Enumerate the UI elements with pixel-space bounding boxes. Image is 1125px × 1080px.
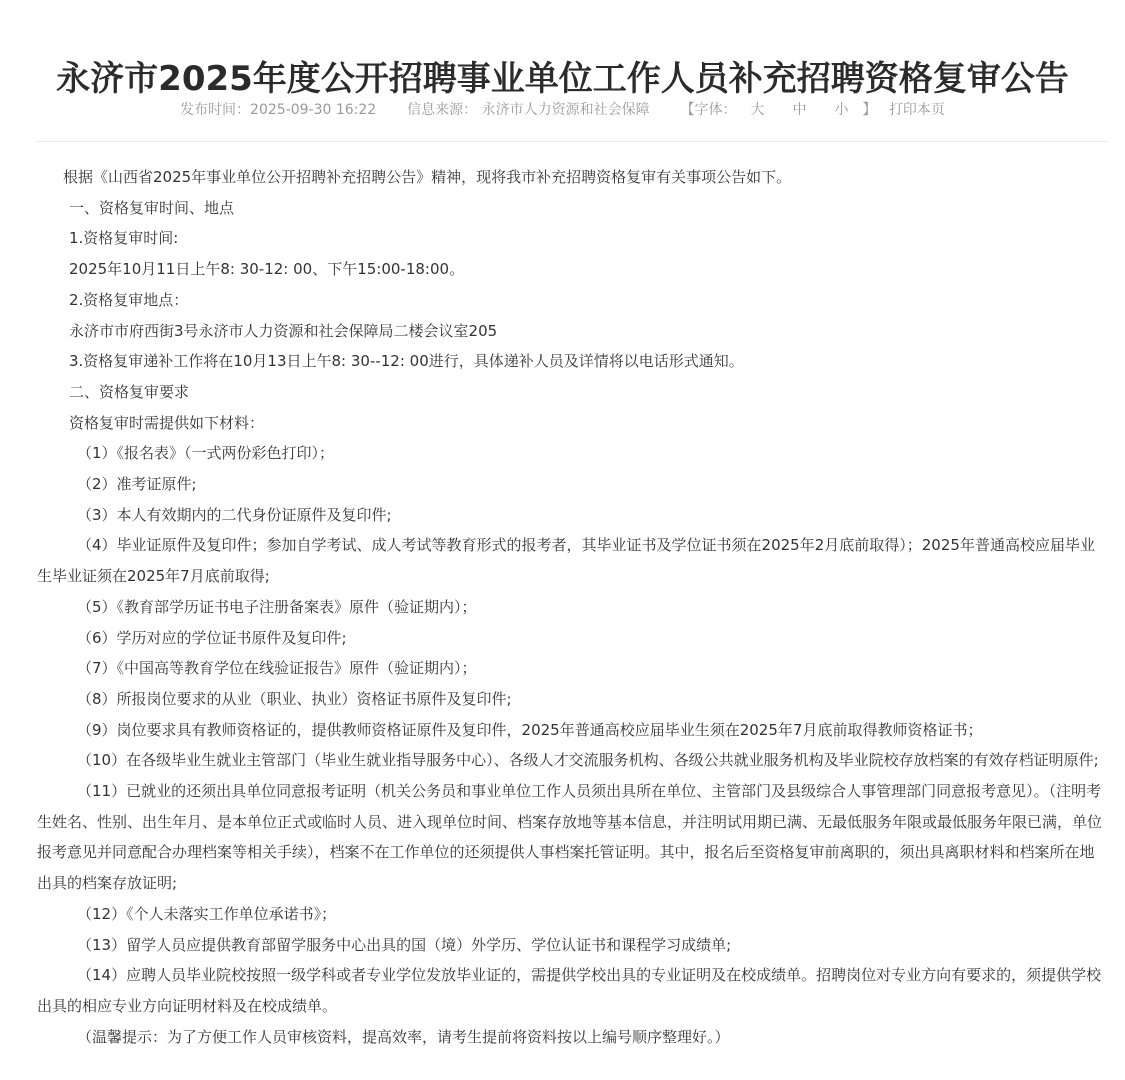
font-large-link[interactable]: 大 (750, 102, 765, 118)
font-size-open: 【字体： (680, 102, 737, 118)
list-item: （2）准考证原件; (77, 475, 197, 494)
paragraph: 1.资格复审时间: (69, 229, 179, 248)
section-heading: 一、资格复审时间、地点 (69, 198, 235, 217)
page-title: 永济市2025年度公开招聘事业单位工作人员补充招聘资格复审公告 (56, 58, 1069, 99)
publish-time: 2025-09-30 16:22 (250, 102, 377, 118)
list-item: （4）毕业证原件及复印件；参加自学考试、成人考试等教育形式的报考者，其毕业证书及学位证书须在2025年2月底前取得）；2025年普通高校应届毕业生毕业证须在2025年7月底前取得; (37, 536, 1095, 586)
article-meta (0, 98, 1125, 122)
source: 永济市人力资源和社会保障 (481, 102, 650, 118)
paragraph: 根据《山西省2025年事业单位公开招聘补充招聘公告》精神，现将我市补充招聘资格复审有关事项公告如下。 (63, 168, 792, 186)
list-item: （3）本人有效期内的二代身份证原件及复印件; (77, 505, 392, 524)
publish-time-label: 发布时间： (180, 102, 251, 118)
section-heading: 二、资格复审要求 (69, 382, 190, 401)
list-item: （6）学历对应的学位证书原件及复印件; (77, 628, 347, 647)
list-item: （11）已就业的还须出具单位同意报考证明（机关公务员和事业单位工作人员须出具所在单位、主管部门及县级综合人事管理部门同意报考意见）。（注明考生姓名、性别、出生年月、是本单位正式或临时人员、进入现单位时间、档案存放地等基本信息，并注明试用期已满、无最低服务年限或最低服务年限已满，单位报考意见并同意配合办理档案等相关手续），档案不在工作单位的还须提供人事档案托管证明。其中，报名后至资格复审前离职的，须出具离职材料和档案所在地出具的档案存放证明; (37, 782, 1103, 893)
source-label: 信息来源： (407, 102, 478, 118)
list-item: （5）《教育部学历证书电子注册备案表》原件（验证期内）； (77, 597, 477, 616)
list-item: （12）《个人未落实工作单位承诺书》； (77, 904, 337, 923)
divider (36, 141, 1108, 142)
reminder-note: （温馨提示：为了方便工作人员审核资料，提高效率，请考生提前将资料按以上编号顺序整理好。） (77, 1027, 730, 1046)
list-item: （8）所报岗位要求的从业（职业、执业）资格证书原件及复印件; (77, 689, 512, 708)
print-link[interactable]: 打印本页 (888, 102, 945, 118)
paragraph: 永济市市府西街3号永济市人力资源和社会保障局二楼会议室205 (69, 321, 498, 340)
paragraph: 2025年10月11日上午8: 30-12: 00、下午15:00-18:00。 (69, 260, 465, 279)
list-item: （7）《中国高等教育学位在线验证报告》原件（验证期内）； (77, 659, 477, 678)
font-size-close: 】 (862, 102, 877, 118)
list-item: （9）岗位要求具有教师资格证的，提供教师资格证原件及复印件，2025年普通高校应届毕业生须在2025年7月底前取得教师资格证书； (77, 720, 983, 739)
article-body (37, 162, 1105, 1052)
paragraph: 3.资格复审递补工作将在10月13日上午8: 30--12: 00进行，具体递补人员及详情将以电话形式通知。 (69, 352, 744, 371)
list-item: （1）《报名表》（一式两份彩色打印）； (77, 444, 335, 463)
list-item: （13）留学人员应提供教育部留学服务中心出具的国（境）外学历、学位认证书和课程学习成绩单; (77, 935, 732, 954)
list-item: （10）在各级毕业生就业主管部门（毕业生就业指导服务中心）、各级人才交流服务机构、各级公共就业服务机构及毕业院校存放档案的有效存档证明原件; (77, 751, 1099, 770)
list-item: （14）应聘人员毕业院校按照一级学科或者专业学位发放毕业证的，需提供学校出具的专业证明及在校成绩单。招聘岗位对专业方向有要求的，须提供学校出具的相应专业方向证明材料及在校成绩单。 (37, 966, 1102, 1015)
paragraph: 2.资格复审地点： (69, 290, 189, 309)
paragraph: 资格复审时需提供如下材料： (69, 413, 265, 432)
font-medium-link[interactable]: 中 (792, 102, 807, 118)
font-small-link[interactable]: 小 (834, 102, 849, 118)
